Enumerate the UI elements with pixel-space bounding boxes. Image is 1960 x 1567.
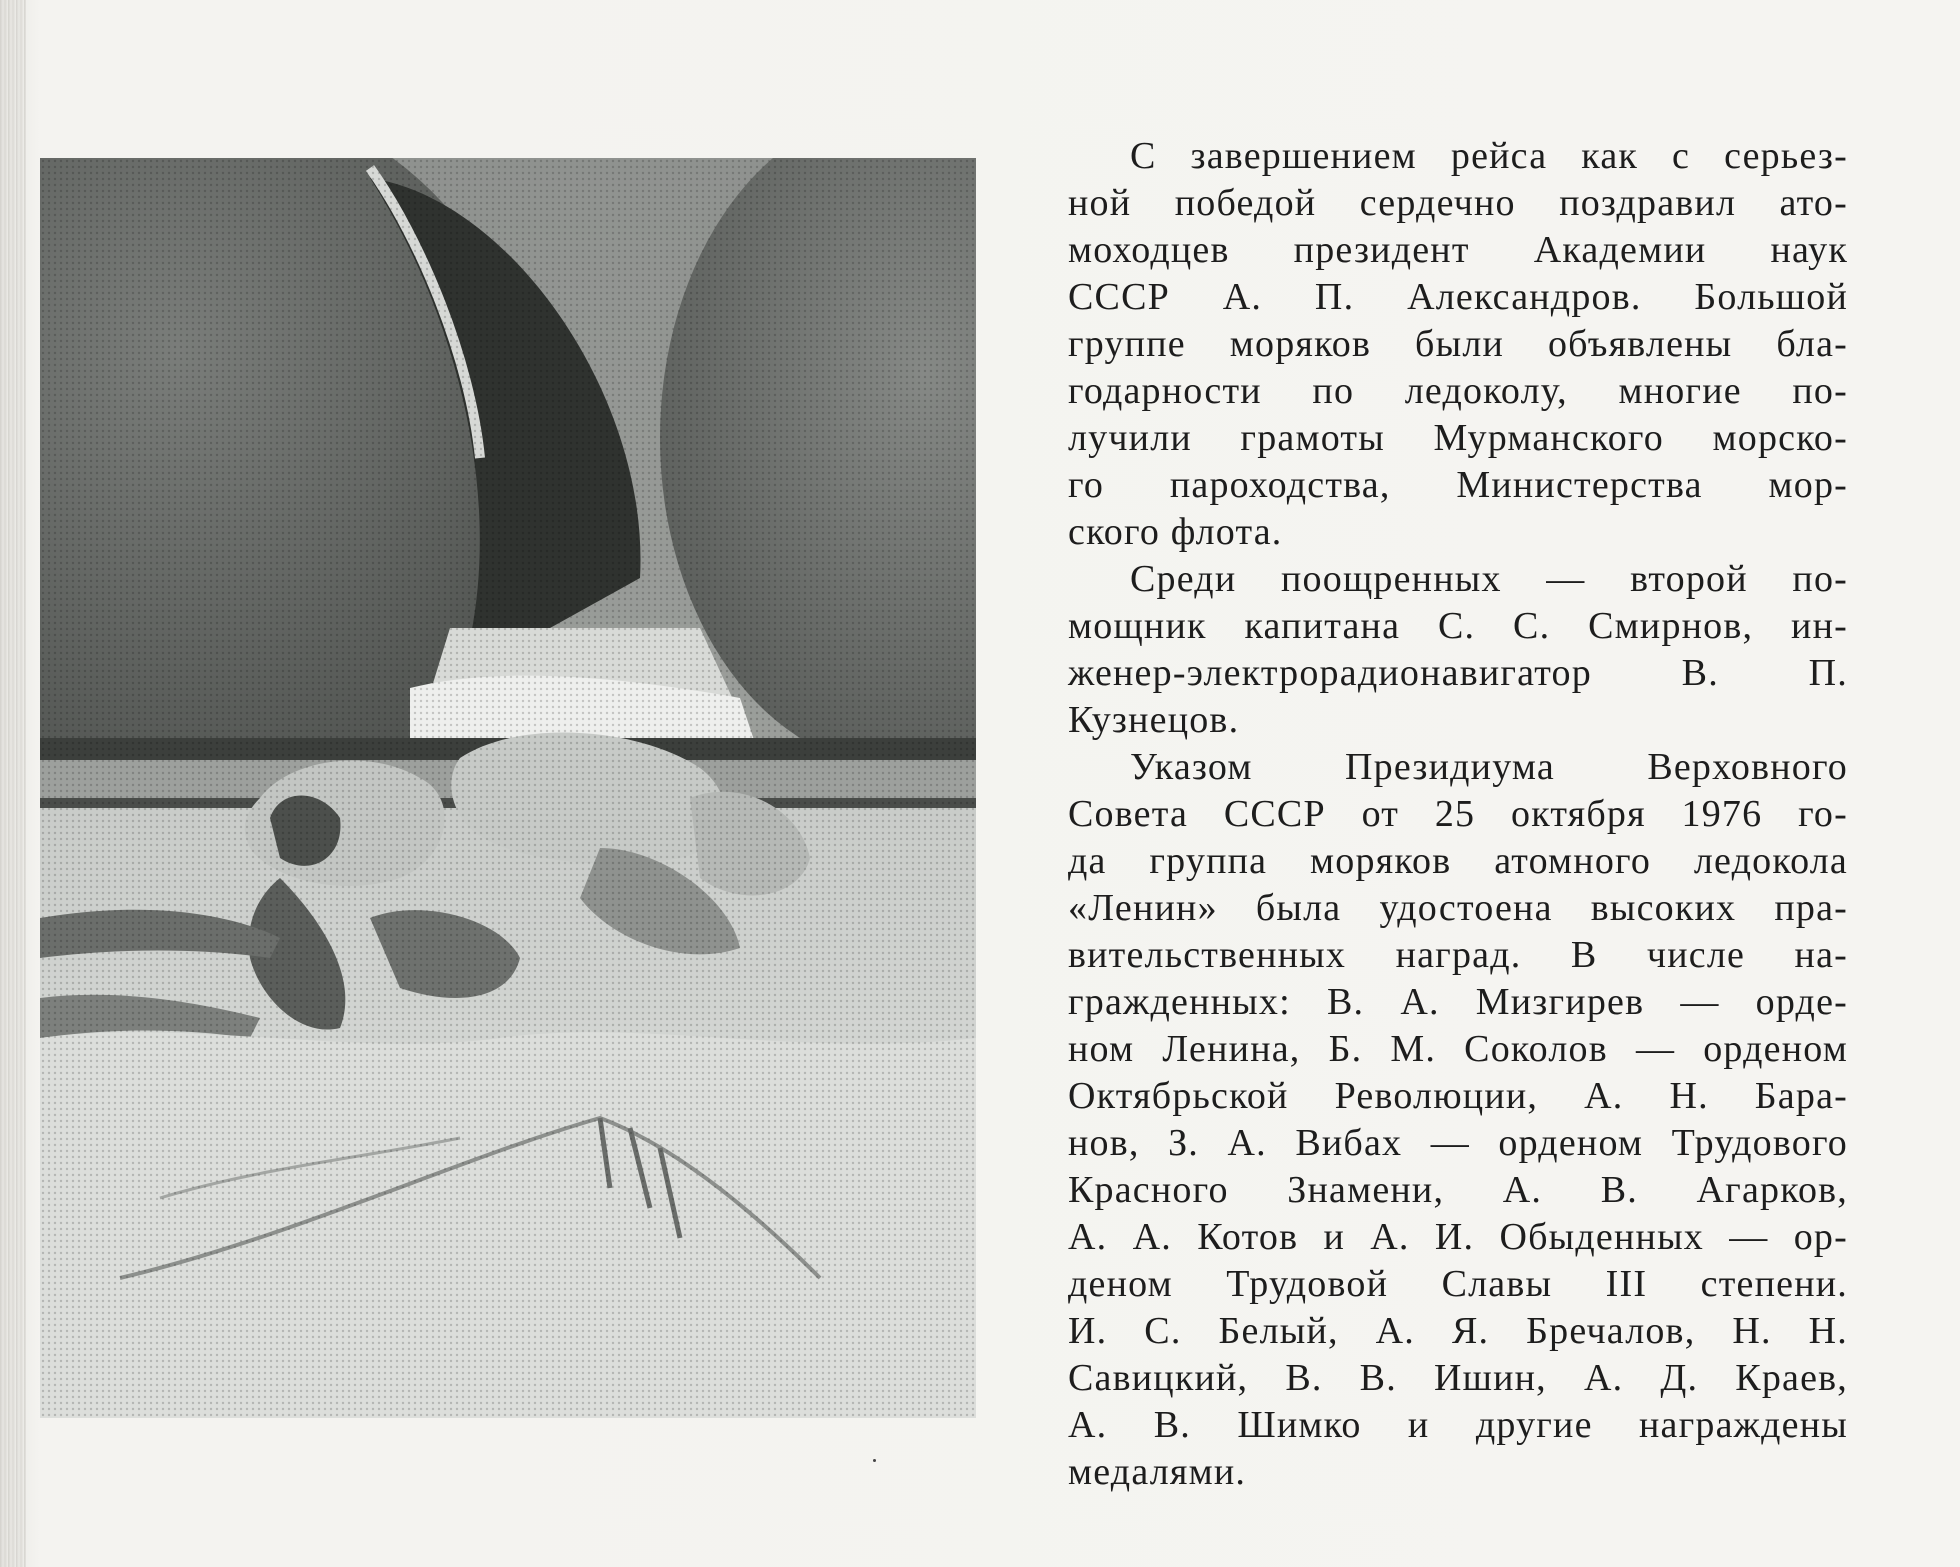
text-line: С завершением рейса как с серьез- [1130, 135, 1848, 177]
photo-illustration [40, 158, 976, 1418]
print-speck [873, 1459, 876, 1462]
text-line: Указом Президиума Верховного [1130, 746, 1848, 788]
text-line: вительственных наград. В числе на- [1068, 934, 1848, 976]
text-line: СССР А. П. Александров. Большой [1068, 276, 1848, 318]
text-line: Кузнецов. [1068, 699, 1240, 741]
text-line: А. А. Котов и А. И. Обыденных — ор- [1068, 1216, 1848, 1258]
text-line: ной победой сердечно поздравил ато- [1068, 182, 1848, 224]
text-line: гражденных: В. А. Мизгирев — орде- [1068, 981, 1848, 1023]
article-text [1068, 133, 1848, 1496]
paragraph-2 [1068, 556, 1848, 744]
text-line: Октябрьской Революции, А. Н. Бара- [1068, 1075, 1848, 1117]
text-line: Среди поощренных — второй по- [1130, 558, 1848, 600]
text-line: годарности по ледоколу, многие по- [1068, 370, 1848, 412]
binding-edge [0, 0, 26, 1567]
text-line: И. С. Белый, А. Я. Бречалов, Н. Н. [1068, 1310, 1848, 1352]
text-line: группе моряков были объявлены бла- [1068, 323, 1848, 365]
text-line: А. В. Шимко и другие награждены [1068, 1404, 1848, 1446]
text-line: моходцев президент Академии наук [1068, 229, 1848, 271]
text-line: женер-электрорадионавигатор В. П. [1068, 652, 1848, 694]
text-line: «Ленин» была удостоена высоких пра- [1068, 887, 1848, 929]
text-line: деном Трудовой Славы III степени. [1068, 1263, 1848, 1305]
text-line: нов, З. А. Вибах — орденом Трудового [1068, 1122, 1848, 1164]
text-line: мощник капитана С. С. Смирнов, ин- [1068, 605, 1848, 647]
text-line: да группа моряков атомного ледокола [1068, 840, 1848, 882]
text-line: лучили грамоты Мурманского морско- [1068, 417, 1848, 459]
paragraph-3 [1068, 744, 1848, 1496]
text-line: медалями. [1068, 1451, 1247, 1493]
text-line: Савицкий, В. В. Ишин, А. Д. Краев, [1068, 1357, 1848, 1399]
text-line: ном Ленина, Б. М. Соколов — орденом [1068, 1028, 1848, 1070]
text-line: го пароходства, Министерства мор- [1068, 464, 1848, 506]
text-line: ского флота. [1068, 511, 1283, 553]
text-line: Совета СССР от 25 октября 1976 го- [1068, 793, 1848, 835]
halftone-texture [40, 158, 976, 1418]
paragraph-1 [1068, 133, 1848, 556]
halftone-photo [40, 158, 976, 1418]
text-line: Красного Знамени, А. В. Агарков, [1068, 1169, 1848, 1211]
